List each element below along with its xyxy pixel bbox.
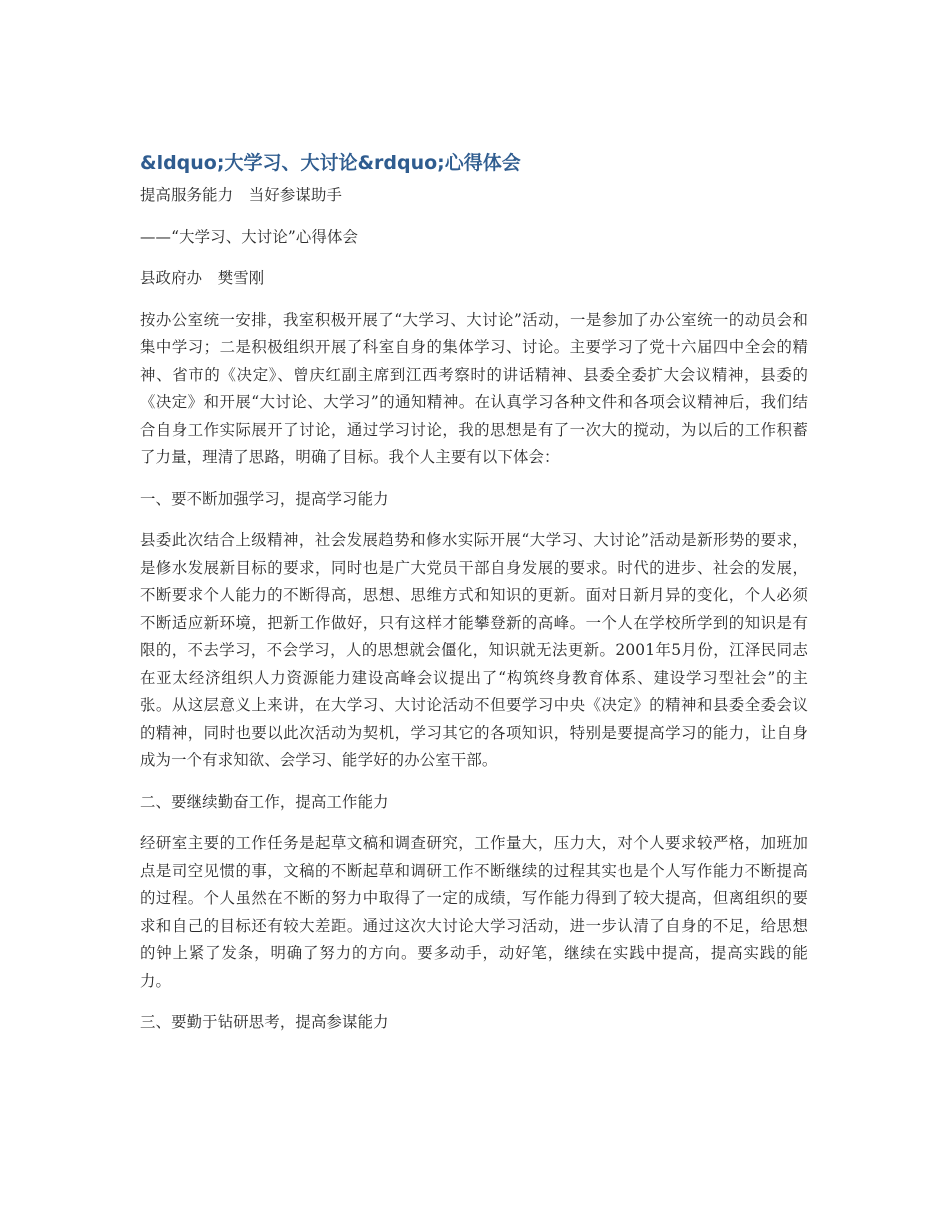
document-page: [140, 148, 808, 1051]
author-line: 县政府办 樊雪刚: [140, 269, 265, 287]
subtitle: 提高服务能力 当好参谋助手: [140, 186, 343, 204]
body-paragraph-2: 经研室主要的工作任务是起草文稿和调查研究，工作量大，压力大，对个人要求较严格，加班加点是司空见惯的事，文稿的不断起草和调研工作不断继续的过程其实也是个人写作能力不断提高的过程。个人虽然在不断的努力中取得了一定的成绩，写作能力得到了较大提高，但离组织的要求和自己的目标还有较大差距。通过这次大讨论大学习活动，进一步认清了自身的不足，给思想的钟上紧了发条，明确了努力的方向。要多动手，动好笔，继续在实践中提高，提高实践的能力。: [140, 834, 808, 990]
section-heading-3: 三、要勤于钻研思考，提高参谋能力: [140, 1013, 389, 1031]
section-heading-1: 一、要不断加强学习，提高学习能力: [140, 489, 389, 508]
document-title: &ldquo;大学习、大讨论&rdquo;心得体会: [140, 152, 521, 174]
section-heading-2: 二、要继续勤奋工作，提高工作能力: [140, 792, 389, 811]
subtitle-dash: ——“大学习、大讨论”心得体会: [140, 227, 359, 246]
body-paragraph-1: 县委此次结合上级精神，社会发展趋势和修水实际开展“大学习、大讨论”活动是新形势的要求，是修水发展新目标的要求，同时也是广大党员干部自身发展的要求。时代的进步、社会的发展，不断要求个人能力的不断得高，思想、思维方式和知识的更新。面对日新月异的变化，个人必须不断适应新环境，把新工作做好，只有这样才能攀登新的高峰。一个人在学校所学到的知识是有限的，不去学习，不会学习，人的思想就会僵化，知识就无法更新。2001年5月份，江泽民同志在亚太经济组织人力资源能力建设高峰会议提出了“构筑终身教育体系、建设学习型社会”的主张。从这层意义上来讲，在大学习、大讨论活动不但要学习中央《决定》的精神和县委全委会议的精神，同时也要以此次活动为契机，学习其它的各项知识，特别是要提高学习的能力，让自身成为一个有求知欲、会学习、能学好的办公室干部。: [140, 531, 808, 769]
body-paragraph-intro: 按办公室统一安排，我室积极开展了“大学习、大讨论”活动，一是参加了办公室统一的动员会和集中学习；二是积极组织开展了科室自身的集体学习、讨论。主要学习了党十六届四中全会的精神、省市的《决定》、曾庆红副主席到江西考察时的讲话精神、县委全委扩大会议精神，县委的《决定》和开展“大讨论、大学习”的通知精神。在认真学习各种文件和各项会议精神后，我们结合自身工作实际展开了讨论，通过学习讨论，我的思想是有了一次大的搅动，为以后的工作积蓄了力量，理清了思路，明确了目标。我个人主要有以下体会：: [140, 310, 808, 466]
